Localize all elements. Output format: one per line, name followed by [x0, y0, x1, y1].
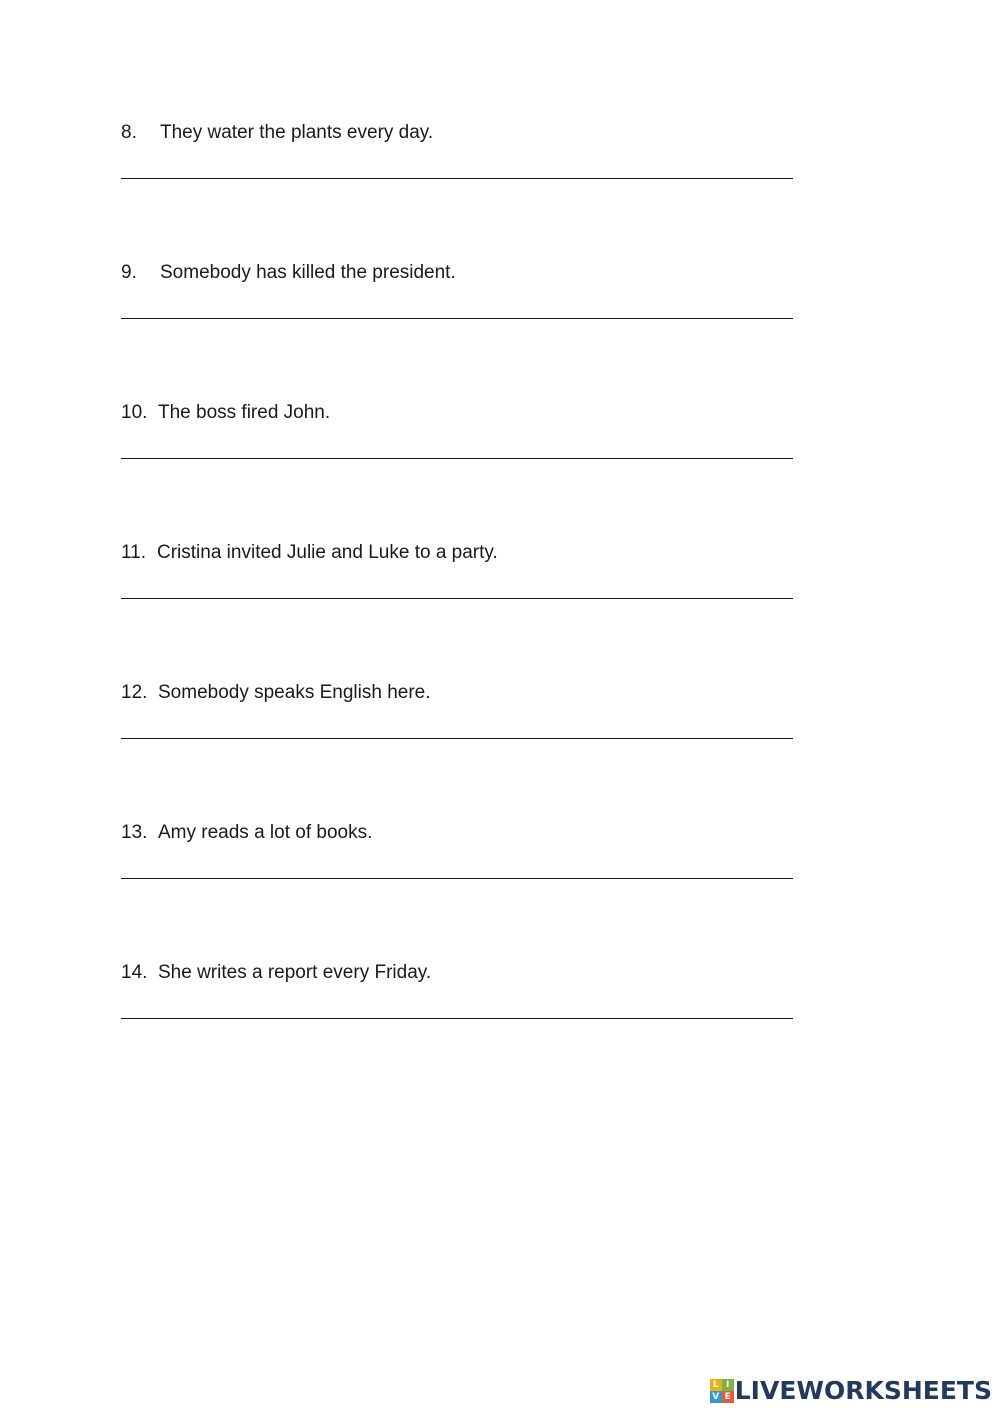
answer-line[interactable]: [121, 878, 793, 879]
question-text: [121, 821, 372, 845]
question-text: [121, 261, 456, 285]
question-number: 10.: [121, 402, 148, 423]
answer-line[interactable]: [121, 1018, 793, 1019]
question-text: [121, 401, 330, 425]
logo-letter: I: [722, 1379, 734, 1391]
question-number: 9.: [121, 262, 137, 283]
answer-line[interactable]: [121, 458, 793, 459]
watermark-text: LIVEWORKSHEETS: [734, 1376, 992, 1405]
answer-line[interactable]: [121, 738, 793, 739]
question-sentence: The boss fired John.: [158, 402, 331, 423]
logo-letter: V: [710, 1391, 722, 1403]
logo-letter: L: [710, 1379, 722, 1391]
question-number: 11.: [121, 542, 147, 563]
question-text: [121, 961, 431, 985]
logo-letter: E: [722, 1391, 734, 1403]
question-number: 12.: [121, 682, 148, 703]
question-text: [121, 541, 498, 565]
question-text: [121, 681, 431, 705]
question-sentence: Somebody speaks English here.: [158, 682, 431, 703]
liveworksheets-watermark: [710, 1375, 992, 1407]
question-sentence: Amy reads a lot of books.: [158, 822, 373, 843]
answer-line[interactable]: [121, 598, 793, 599]
question-sentence: She writes a report every Friday.: [158, 962, 432, 983]
question-number: 13.: [121, 822, 148, 843]
question-text: [121, 121, 433, 145]
answer-line[interactable]: [121, 178, 793, 179]
question-sentence: Cristina invited Julie and Luke to a party.: [157, 542, 498, 563]
question-number: 8.: [121, 122, 137, 143]
question-sentence: They water the plants every day.: [160, 122, 434, 143]
liveworksheets-logo-icon: [710, 1379, 734, 1403]
question-number: 14.: [121, 962, 148, 983]
answer-line[interactable]: [121, 318, 793, 319]
question-sentence: Somebody has killed the president.: [160, 262, 456, 283]
